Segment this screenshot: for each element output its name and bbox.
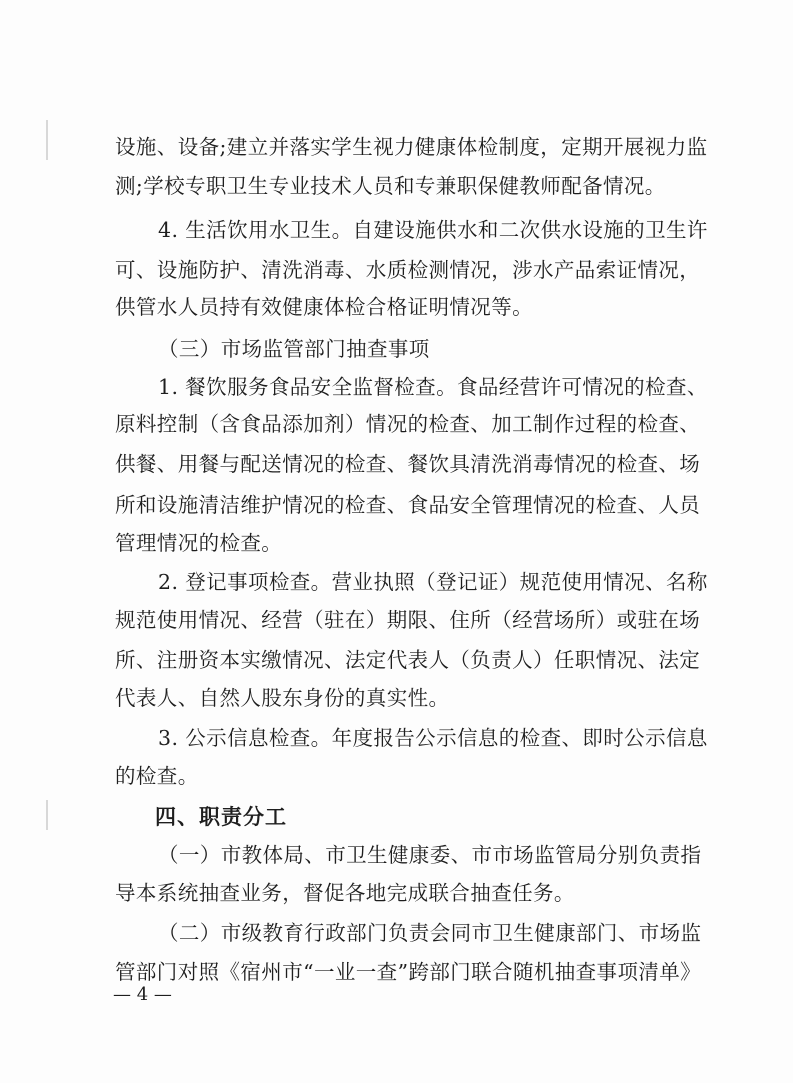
body-line: 所和设施清洁维护情况的检查、食品安全管理情况的检查、人员 bbox=[115, 493, 701, 517]
body-line: 3. 公示信息检查。年度报告公示信息的检查、即时公示信息 bbox=[158, 726, 708, 750]
body-line: 4. 生活饮用水卫生。自建设施供水和二次供水设施的卫生许 bbox=[158, 218, 708, 242]
body-line: 所、注册资本实缴情况、法定代表人（负责人）任职情况、法定 bbox=[115, 648, 701, 672]
body-line: 管部门对照《宿州市“一业一查”跨部门联合随机抽查事项清单》 bbox=[115, 960, 702, 984]
page-number: — 4 — bbox=[113, 984, 172, 1005]
body-line: 导本系统抽查业务，督促各地完成联合抽查任务。 bbox=[115, 881, 575, 905]
body-line: （一）市教体局、市卫生健康委、市市场监管局分别负责指 bbox=[158, 843, 702, 867]
body-line: 1. 餐饮服务食品安全监督检查。食品经营许可情况的检查、 bbox=[158, 375, 708, 399]
section-subheading: （三）市场监管部门抽查事项 bbox=[158, 337, 430, 361]
body-line: 的检查。 bbox=[115, 764, 199, 788]
body-line: 供管水人员持有效健康体检合格证明情况等。 bbox=[115, 295, 533, 319]
body-line: 管理情况的检查。 bbox=[115, 531, 283, 555]
body-line: 原料控制（含食品添加剂）情况的检查、加工制作过程的检查、 bbox=[115, 412, 701, 436]
section-heading: 四、职责分工 bbox=[155, 805, 287, 829]
body-line: 设施、设备;建立并落实学生视力健康体检制度，定期开展视力监 bbox=[115, 135, 708, 159]
scan-edge-mark bbox=[46, 800, 48, 830]
body-line: 2. 登记事项检查。营业执照（登记证）规范使用情况、名称 bbox=[158, 570, 708, 594]
body-line: 测;学校专职卫生专业技术人员和专兼职保健教师配备情况。 bbox=[115, 174, 666, 198]
body-line: 可、设施防护、清洗消毒、水质检测情况，涉水产品索证情况， bbox=[115, 258, 701, 282]
body-line: （二）市级教育行政部门负责会同市卫生健康部门、市场监 bbox=[158, 921, 702, 945]
scan-edge-mark bbox=[46, 120, 48, 160]
body-line: 代表人、自然人股东身份的真实性。 bbox=[115, 686, 450, 710]
body-line: 规范使用情况、经营（驻在）期限、住所（经营场所）或驻在场 bbox=[115, 608, 701, 632]
body-line: 供餐、用餐与配送情况的检查、餐饮具清洗消毒情况的检查、场 bbox=[115, 452, 701, 476]
